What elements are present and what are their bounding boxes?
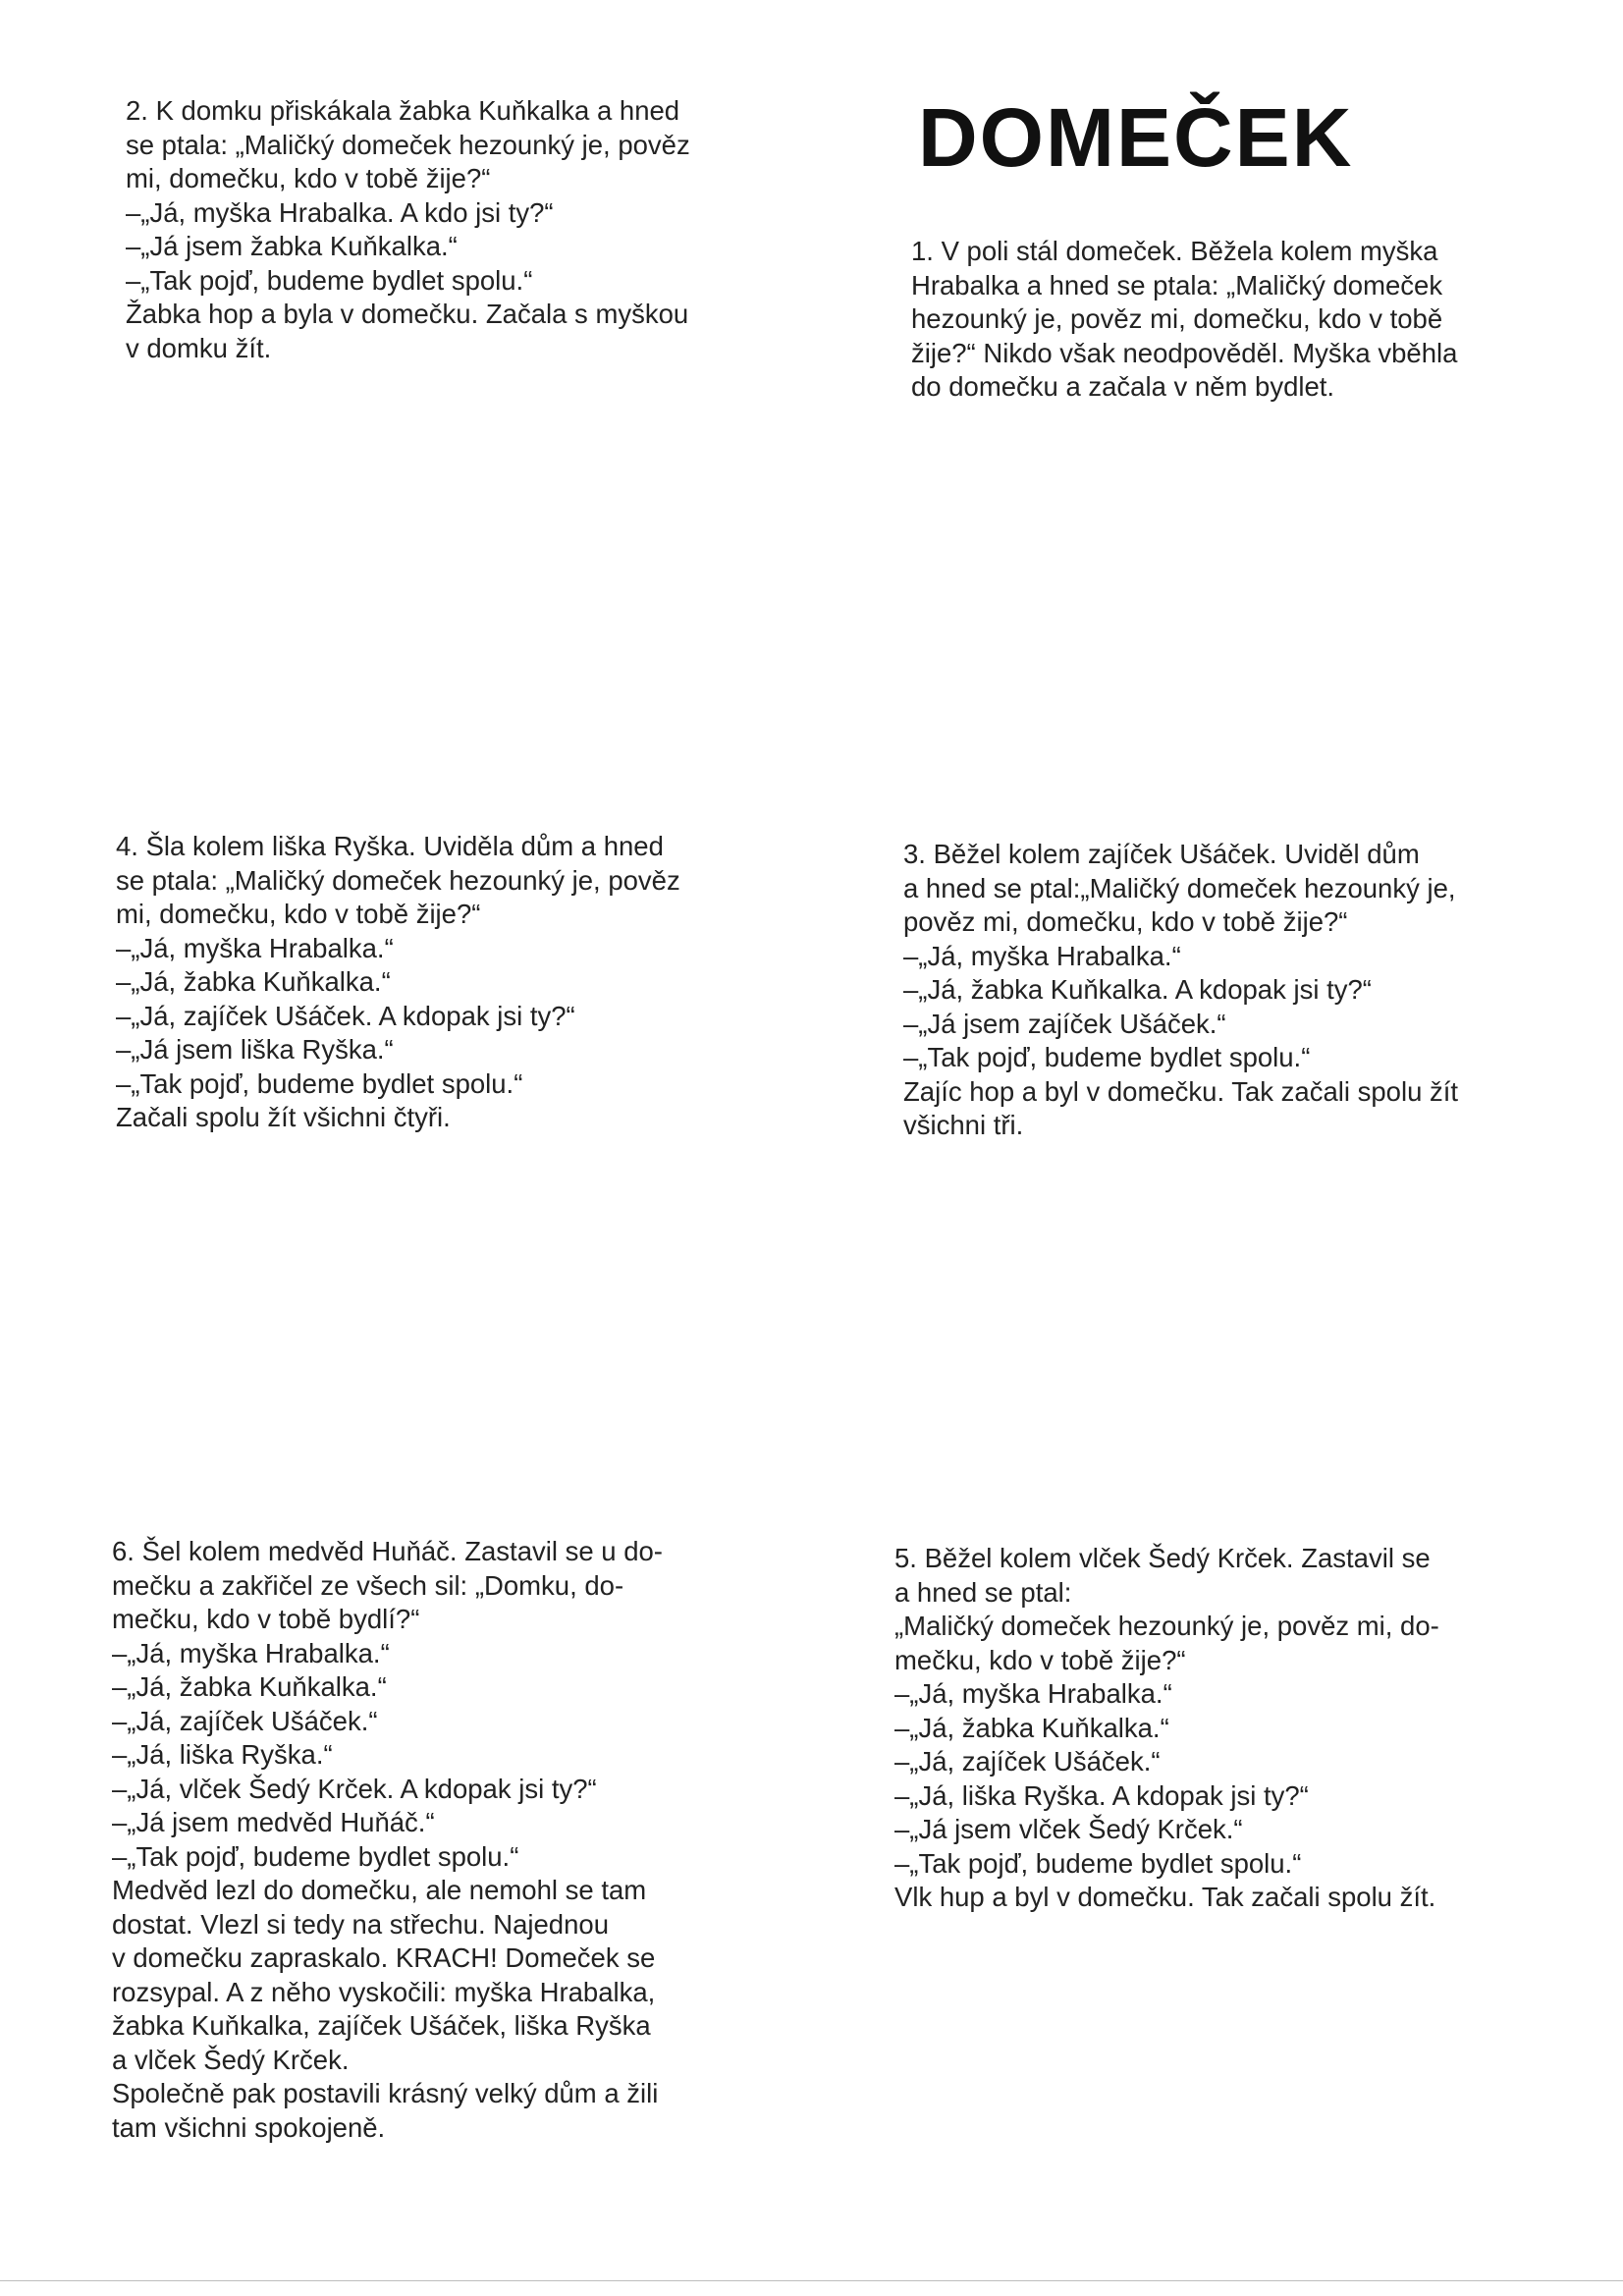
- story-line: a vlček Šedý Krček.: [112, 2044, 350, 2075]
- story-line: v domečku zapraskalo. KRACH! Domeček se: [112, 1942, 656, 1973]
- story-line: Zajíc hop a byl v domečku. Tak začali spolu žít: [903, 1075, 1459, 1107]
- story-line: mi, domečku, kdo v tobě žije?“: [116, 899, 481, 929]
- story-line: –„Tak pojď, budeme bydlet spolu.“: [894, 1847, 1302, 1879]
- story-line: 4. Šla kolem liška Ryška. Uviděla dům a hned: [116, 831, 664, 861]
- story-line: rozsypal. A z něho vyskočili: myška Hrabalka,: [112, 1976, 656, 2007]
- story-line: 5. Běžel kolem vlček Šedý Krček. Zastavil se: [894, 1543, 1431, 1573]
- story-line: –„Já, myška Hrabalka.“: [903, 940, 1181, 971]
- story-line: –„Já, vlček Šedý Krček. A kdopak jsi ty?“: [112, 1773, 597, 1804]
- story-line: 1. V poli stál domeček. Běžela kolem myška: [911, 236, 1438, 266]
- story-line: Hrabalka a hned se ptala: „Maličký domeček: [911, 269, 1443, 301]
- story-line: –„Já jsem zajíček Ušáček.“: [903, 1008, 1226, 1039]
- story-line: mi, domečku, kdo v tobě žije?“: [126, 163, 491, 193]
- story-section-3: [903, 838, 1458, 1143]
- story-line: –„Tak pojď, budeme bydlet spolu.“: [126, 264, 533, 296]
- story-line: pověz mi, domečku, kdo v tobě žije?“: [903, 906, 1348, 937]
- story-line: žabka Kuňkalka, zajíček Ušáček, liška Ryška: [112, 2010, 651, 2041]
- story-line: –„Já, zajíček Ušáček. A kdopak jsi ty?“: [116, 1000, 575, 1031]
- story-line: –„Tak pojď, budeme bydlet spolu.“: [112, 1840, 519, 1872]
- story-line: –„Tak pojď, budeme bydlet spolu.“: [116, 1067, 523, 1099]
- story-line: mečku, kdo v tobě žije?“: [894, 1644, 1186, 1675]
- story-section-1: [911, 235, 1457, 405]
- story-line: –„Já, liška Ryška. A kdopak jsi ty?“: [894, 1779, 1309, 1811]
- story-section-2: [126, 94, 690, 365]
- story-line: dostat. Vlezl si tedy na střechu. Najednou: [112, 1908, 609, 1940]
- story-line: se ptala: „Maličký domeček hezounký je, pověz: [116, 864, 680, 896]
- story-line: do domečku a začala v něm bydlet.: [911, 371, 1335, 402]
- story-line: –„Já jsem žabka Kuňkalka.“: [126, 231, 458, 261]
- story-line: Medvěd lezl do domečku, ale nemohl se tam: [112, 1875, 647, 1905]
- story-line: –„Já, zajíček Ušáček.“: [112, 1705, 378, 1736]
- story-line: –„Já jsem vlček Šedý Krček.“: [894, 1814, 1243, 1844]
- story-line: Žabka hop a byla v domečku. Začala s myškou: [126, 299, 689, 329]
- story-line: –„Já, liška Ryška.“: [112, 1739, 333, 1770]
- story-line: 6. Šel kolem medvěd Huňáč. Zastavil se u do-: [112, 1536, 663, 1566]
- story-line: –„Tak pojď, budeme bydlet spolu.“: [903, 1042, 1311, 1072]
- story-line: –„Já, myška Hrabalka.“: [116, 932, 394, 963]
- story-section-4: [116, 830, 680, 1135]
- story-line: a hned se ptal:„Maličký domeček hezounký je,: [903, 872, 1456, 903]
- story-line: –„Já, žabka Kuňkalka.“: [112, 1671, 387, 1702]
- story-line: se ptala: „Maličký domeček hezounký je, pověz: [126, 129, 690, 160]
- story-line: –„Já, myška Hrabalka. A kdo jsi ty?“: [126, 196, 554, 228]
- story-line: –„Já, žabka Kuňkalka.“: [894, 1712, 1169, 1743]
- story-line: –„Já, žabka Kuňkalka.“: [116, 966, 391, 997]
- story-line: 3. Běžel kolem zajíček Ušáček. Uviděl dům: [903, 839, 1420, 869]
- story-line: –„Já, žabka Kuňkalka. A kdopak jsi ty?“: [903, 974, 1372, 1005]
- story-line: –„Já jsem medvěd Huňáč.“: [112, 1807, 435, 1837]
- story-section-5: [894, 1542, 1439, 1915]
- story-line: –„Já, myška Hrabalka.“: [894, 1678, 1172, 1709]
- story-line: 2. K domku přiskákala žabka Kuňkalka a hned: [126, 95, 680, 126]
- story-line: –„Já jsem liška Ryška.“: [116, 1034, 394, 1065]
- story-line: „Maličký domeček hezounký je, pověz mi, do-: [894, 1611, 1439, 1641]
- story-line: žije?“ Nikdo však neodpověděl. Myška vběhla: [911, 337, 1458, 368]
- story-line: –„Já, zajíček Ušáček.“: [894, 1746, 1161, 1777]
- story-line: Vlk hup a byl v domečku. Tak začali spolu žít.: [894, 1882, 1436, 1912]
- story-line: tam všichni spokojeně.: [112, 2111, 386, 2143]
- story-line: –„Já, myška Hrabalka.“: [112, 1637, 390, 1668]
- story-line: všichni tři.: [903, 1110, 1024, 1140]
- page-bottom-edge: [0, 2280, 1623, 2281]
- story-line: Společně pak postavili krásný velký dům a žili: [112, 2078, 659, 2108]
- story-line: mečku a zakřičel ze všech sil: „Domku, do-: [112, 1569, 624, 1601]
- page-title: DOMEČEK: [918, 91, 1354, 184]
- story-line: a hned se ptal:: [894, 1576, 1072, 1608]
- story-section-6: [112, 1535, 663, 2145]
- story-line: Začali spolu žít všichni čtyři.: [116, 1102, 451, 1132]
- story-line: hezounký je, pověz mi, domečku, kdo v tobě: [911, 303, 1443, 334]
- story-line: v domku žít.: [126, 332, 272, 363]
- story-line: mečku, kdo v tobě bydlí?“: [112, 1604, 420, 1634]
